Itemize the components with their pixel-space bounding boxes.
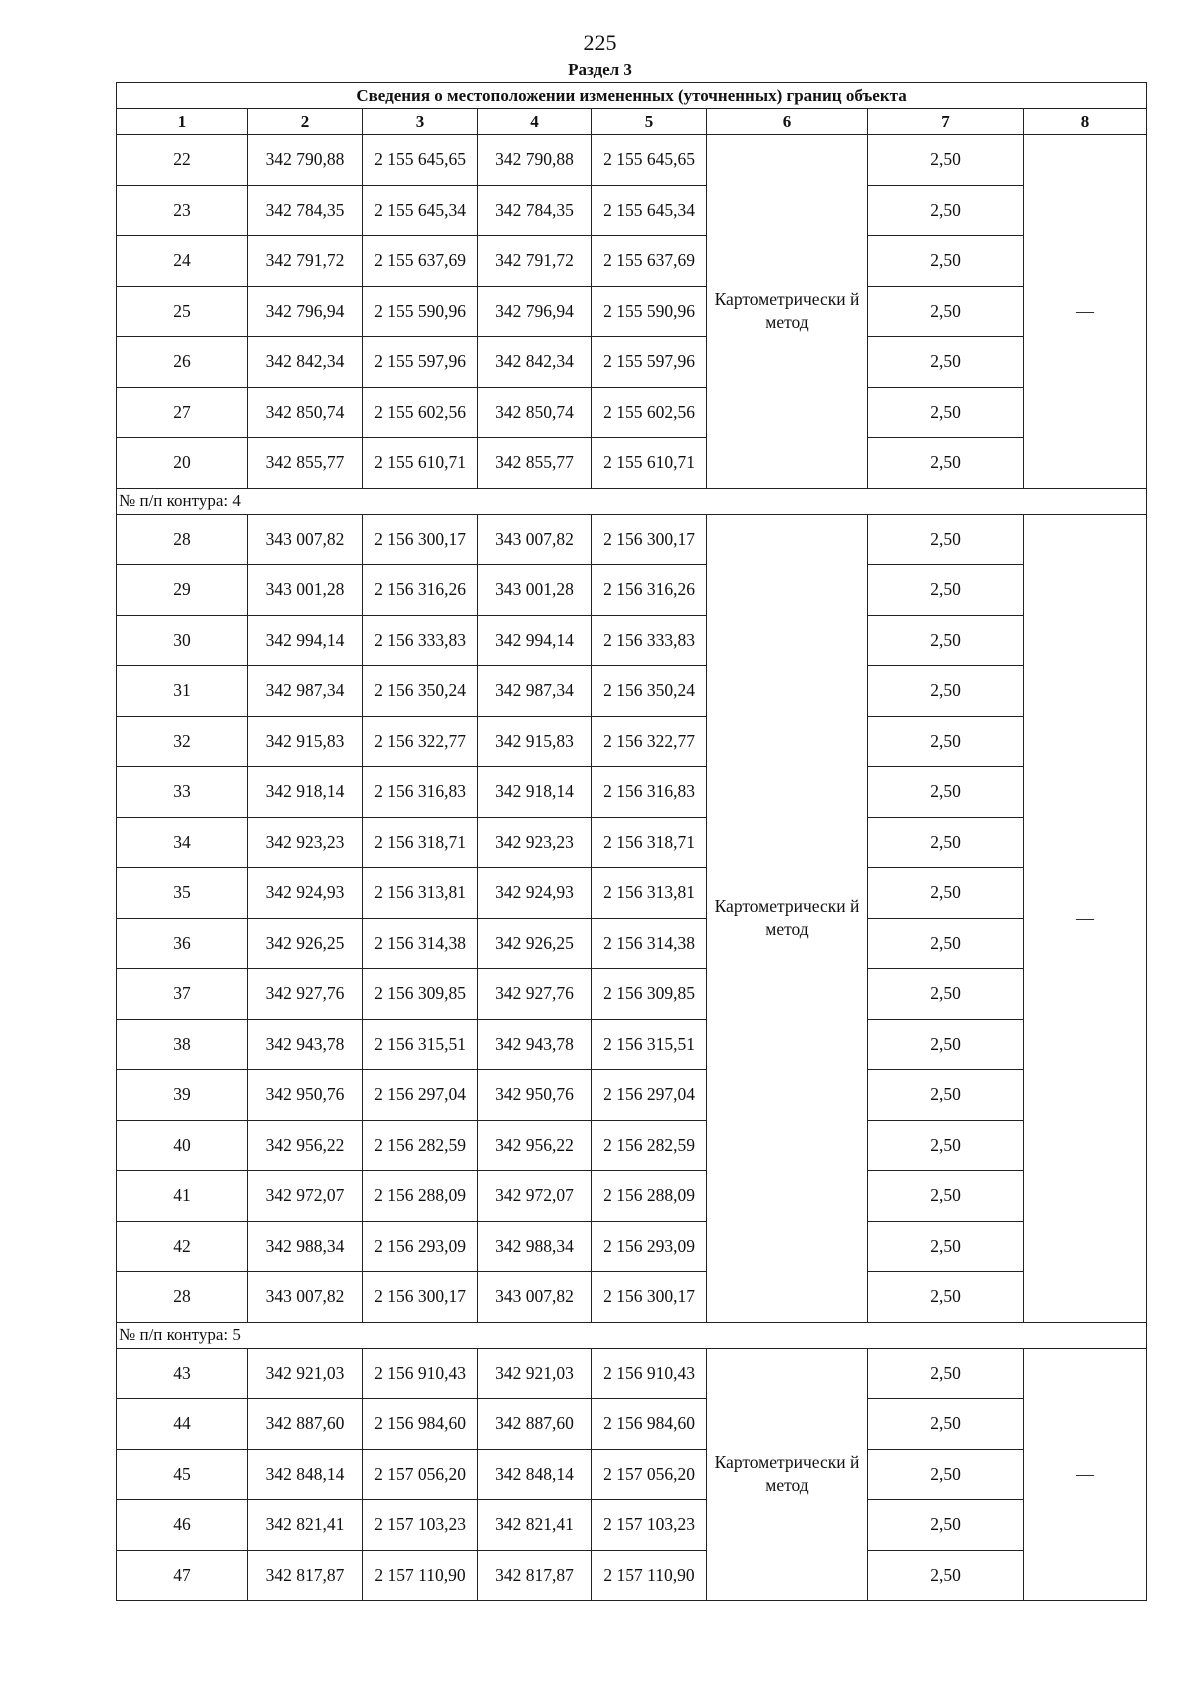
x-coordinate-refined: 342 850,74 [478,387,592,438]
x-coordinate-refined: 343 007,82 [478,514,592,565]
x-coordinate-existing: 342 821,41 [248,1500,363,1551]
contour-row [117,1322,1147,1348]
y-coordinate-existing: 2 156 282,59 [363,1120,478,1171]
x-coordinate-existing: 342 994,14 [248,615,363,666]
x-coordinate-refined: 342 921,03 [478,1348,592,1399]
y-coordinate-existing: 2 156 350,24 [363,666,478,717]
x-coordinate-existing: 342 918,14 [248,767,363,818]
accuracy-value: 2,50 [868,918,1024,969]
accuracy-value: 2,50 [868,666,1024,717]
point-number: 46 [117,1500,248,1551]
table-row [117,185,1147,236]
y-coordinate-refined: 2 156 309,85 [592,969,707,1020]
y-coordinate-refined: 2 156 910,43 [592,1348,707,1399]
x-coordinate-refined: 342 956,22 [478,1120,592,1171]
accuracy-value: 2,50 [868,615,1024,666]
x-coordinate-existing: 342 988,34 [248,1221,363,1272]
point-number: 26 [117,337,248,388]
column-number: 4 [478,109,592,135]
point-number: 37 [117,969,248,1020]
table-row [117,1399,1147,1450]
table-row [117,868,1147,919]
x-coordinate-refined: 342 924,93 [478,868,592,919]
table-row [117,387,1147,438]
method-cell: Картометрически й метод [707,1348,868,1601]
y-coordinate-existing: 2 155 645,65 [363,135,478,186]
x-coordinate-existing: 342 950,76 [248,1070,363,1121]
y-coordinate-refined: 2 155 645,65 [592,135,707,186]
table-row [117,1500,1147,1551]
point-number: 24 [117,236,248,287]
table-row [117,135,1147,186]
point-number: 30 [117,615,248,666]
y-coordinate-refined: 2 156 313,81 [592,868,707,919]
y-coordinate-existing: 2 156 297,04 [363,1070,478,1121]
table-row [117,1272,1147,1323]
x-coordinate-refined: 342 927,76 [478,969,592,1020]
y-coordinate-refined: 2 157 103,23 [592,1500,707,1551]
accuracy-value: 2,50 [868,185,1024,236]
y-coordinate-existing: 2 156 984,60 [363,1399,478,1450]
column-number: 2 [248,109,363,135]
x-coordinate-existing: 342 927,76 [248,969,363,1020]
point-number: 32 [117,716,248,767]
table-row [117,236,1147,287]
y-coordinate-refined: 2 156 315,51 [592,1019,707,1070]
table-row [117,1348,1147,1399]
table-row [117,1171,1147,1222]
accuracy-value: 2,50 [868,1171,1024,1222]
x-coordinate-existing: 342 855,77 [248,438,363,489]
y-coordinate-existing: 2 156 316,26 [363,565,478,616]
y-coordinate-refined: 2 156 297,04 [592,1070,707,1121]
table-row [117,1019,1147,1070]
point-number: 41 [117,1171,248,1222]
boundary-coordinates-table [116,82,1147,1601]
table-row [117,286,1147,337]
point-number: 45 [117,1449,248,1500]
table-row [117,1221,1147,1272]
accuracy-value: 2,50 [868,1348,1024,1399]
point-number: 38 [117,1019,248,1070]
x-coordinate-refined: 342 887,60 [478,1399,592,1450]
point-number: 40 [117,1120,248,1171]
x-coordinate-existing: 343 007,82 [248,1272,363,1323]
accuracy-value: 2,50 [868,286,1024,337]
y-coordinate-refined: 2 156 984,60 [592,1399,707,1450]
accuracy-value: 2,50 [868,767,1024,818]
table-row [117,615,1147,666]
point-number: 29 [117,565,248,616]
section-title: Раздел 3 [568,60,632,79]
x-coordinate-refined: 342 987,34 [478,666,592,717]
notes-cell: — [1024,1348,1147,1601]
y-coordinate-refined: 2 156 314,38 [592,918,707,969]
x-coordinate-refined: 342 972,07 [478,1171,592,1222]
y-coordinate-refined: 2 156 300,17 [592,1272,707,1323]
x-coordinate-refined: 342 791,72 [478,236,592,287]
accuracy-value: 2,50 [868,1221,1024,1272]
x-coordinate-existing: 342 791,72 [248,236,363,287]
notes-cell: — [1024,514,1147,1322]
table-row [117,716,1147,767]
accuracy-value: 2,50 [868,1500,1024,1551]
y-coordinate-refined: 2 156 316,26 [592,565,707,616]
point-number: 27 [117,387,248,438]
table-caption: Сведения о местоположении измененных (уточненных) границ объекта [117,83,1147,109]
x-coordinate-existing: 342 943,78 [248,1019,363,1070]
accuracy-value: 2,50 [868,514,1024,565]
y-coordinate-existing: 2 156 333,83 [363,615,478,666]
y-coordinate-existing: 2 156 314,38 [363,918,478,969]
x-coordinate-refined: 342 926,25 [478,918,592,969]
x-coordinate-existing: 342 915,83 [248,716,363,767]
contour-label: № п/п контура: 5 [117,1322,1147,1348]
y-coordinate-refined: 2 155 597,96 [592,337,707,388]
x-coordinate-refined: 342 923,23 [478,817,592,868]
y-coordinate-existing: 2 155 637,69 [363,236,478,287]
x-coordinate-existing: 342 956,22 [248,1120,363,1171]
x-coordinate-existing: 342 987,34 [248,666,363,717]
y-coordinate-existing: 2 155 610,71 [363,438,478,489]
table-row [117,817,1147,868]
accuracy-value: 2,50 [868,565,1024,616]
x-coordinate-existing: 342 848,14 [248,1449,363,1500]
table-body [117,135,1147,1601]
accuracy-value: 2,50 [868,135,1024,186]
accuracy-value: 2,50 [868,1449,1024,1500]
table-row [117,565,1147,616]
table-row [117,969,1147,1020]
x-coordinate-existing: 342 926,25 [248,918,363,969]
point-number: 22 [117,135,248,186]
y-coordinate-existing: 2 157 056,20 [363,1449,478,1500]
accuracy-value: 2,50 [868,1550,1024,1601]
point-number: 44 [117,1399,248,1450]
y-coordinate-refined: 2 155 637,69 [592,236,707,287]
y-coordinate-existing: 2 156 318,71 [363,817,478,868]
point-number: 23 [117,185,248,236]
point-number: 20 [117,438,248,489]
column-number: 7 [868,109,1024,135]
method-cell: Картометрически й метод [707,135,868,489]
y-coordinate-existing: 2 156 316,83 [363,767,478,818]
point-number: 47 [117,1550,248,1601]
x-coordinate-refined: 342 943,78 [478,1019,592,1070]
accuracy-value: 2,50 [868,817,1024,868]
accuracy-value: 2,50 [868,716,1024,767]
x-coordinate-refined: 342 988,34 [478,1221,592,1272]
table-row [117,337,1147,388]
y-coordinate-existing: 2 155 590,96 [363,286,478,337]
point-number: 34 [117,817,248,868]
y-coordinate-refined: 2 156 333,83 [592,615,707,666]
y-coordinate-refined: 2 156 293,09 [592,1221,707,1272]
point-number: 31 [117,666,248,717]
x-coordinate-refined: 342 784,35 [478,185,592,236]
notes-cell: — [1024,135,1147,489]
table-row [117,918,1147,969]
y-coordinate-refined: 2 156 316,83 [592,767,707,818]
y-coordinate-existing: 2 156 300,17 [363,514,478,565]
x-coordinate-refined: 342 842,34 [478,337,592,388]
accuracy-value: 2,50 [868,1019,1024,1070]
table-row [117,438,1147,489]
y-coordinate-existing: 2 155 597,96 [363,337,478,388]
contour-row [117,488,1147,514]
contour-label: № п/п контура: 4 [117,488,1147,514]
x-coordinate-refined: 342 994,14 [478,615,592,666]
accuracy-value: 2,50 [868,236,1024,287]
y-coordinate-existing: 2 156 910,43 [363,1348,478,1399]
point-number: 42 [117,1221,248,1272]
y-coordinate-existing: 2 156 313,81 [363,868,478,919]
table-row [117,1070,1147,1121]
column-number: 8 [1024,109,1147,135]
accuracy-value: 2,50 [868,1070,1024,1121]
x-coordinate-existing: 343 007,82 [248,514,363,565]
y-coordinate-refined: 2 156 288,09 [592,1171,707,1222]
x-coordinate-refined: 342 817,87 [478,1550,592,1601]
x-coordinate-existing: 342 842,34 [248,337,363,388]
y-coordinate-refined: 2 156 300,17 [592,514,707,565]
point-number: 39 [117,1070,248,1121]
table-row [117,666,1147,717]
page-number: 225 [583,30,617,55]
point-number: 33 [117,767,248,818]
table-row [117,767,1147,818]
x-coordinate-existing: 343 001,28 [248,565,363,616]
x-coordinate-refined: 342 821,41 [478,1500,592,1551]
y-coordinate-existing: 2 156 315,51 [363,1019,478,1070]
table-row [117,514,1147,565]
x-coordinate-refined: 343 007,82 [478,1272,592,1323]
accuracy-value: 2,50 [868,1272,1024,1323]
method-cell: Картометрически й метод [707,514,868,1322]
point-number: 28 [117,1272,248,1323]
x-coordinate-refined: 342 918,14 [478,767,592,818]
accuracy-value: 2,50 [868,1120,1024,1171]
y-coordinate-refined: 2 156 322,77 [592,716,707,767]
x-coordinate-refined: 342 855,77 [478,438,592,489]
point-number: 25 [117,286,248,337]
y-coordinate-refined: 2 155 602,56 [592,387,707,438]
y-coordinate-refined: 2 157 110,90 [592,1550,707,1601]
x-coordinate-refined: 342 915,83 [478,716,592,767]
x-coordinate-existing: 342 972,07 [248,1171,363,1222]
accuracy-value: 2,50 [868,1399,1024,1450]
column-number-row [117,109,1147,135]
x-coordinate-existing: 342 887,60 [248,1399,363,1450]
y-coordinate-refined: 2 156 318,71 [592,817,707,868]
y-coordinate-refined: 2 155 610,71 [592,438,707,489]
accuracy-value: 2,50 [868,337,1024,388]
x-coordinate-refined: 342 790,88 [478,135,592,186]
y-coordinate-existing: 2 156 288,09 [363,1171,478,1222]
y-coordinate-refined: 2 155 645,34 [592,185,707,236]
y-coordinate-refined: 2 156 282,59 [592,1120,707,1171]
x-coordinate-refined: 343 001,28 [478,565,592,616]
column-number: 5 [592,109,707,135]
accuracy-value: 2,50 [868,969,1024,1020]
point-number: 36 [117,918,248,969]
x-coordinate-existing: 342 923,23 [248,817,363,868]
y-coordinate-existing: 2 156 309,85 [363,969,478,1020]
x-coordinate-existing: 342 796,94 [248,286,363,337]
x-coordinate-refined: 342 950,76 [478,1070,592,1121]
accuracy-value: 2,50 [868,387,1024,438]
y-coordinate-refined: 2 157 056,20 [592,1449,707,1500]
table-row [117,1550,1147,1601]
y-coordinate-existing: 2 155 645,34 [363,185,478,236]
accuracy-value: 2,50 [868,438,1024,489]
y-coordinate-refined: 2 155 590,96 [592,286,707,337]
x-coordinate-existing: 342 784,35 [248,185,363,236]
y-coordinate-existing: 2 155 602,56 [363,387,478,438]
x-coordinate-existing: 342 924,93 [248,868,363,919]
column-number: 3 [363,109,478,135]
x-coordinate-existing: 342 921,03 [248,1348,363,1399]
y-coordinate-refined: 2 156 350,24 [592,666,707,717]
y-coordinate-existing: 2 156 322,77 [363,716,478,767]
column-number: 6 [707,109,868,135]
point-number: 28 [117,514,248,565]
y-coordinate-existing: 2 156 300,17 [363,1272,478,1323]
x-coordinate-refined: 342 796,94 [478,286,592,337]
table-row [117,1449,1147,1500]
x-coordinate-existing: 342 850,74 [248,387,363,438]
x-coordinate-existing: 342 817,87 [248,1550,363,1601]
point-number: 35 [117,868,248,919]
point-number: 43 [117,1348,248,1399]
accuracy-value: 2,50 [868,868,1024,919]
column-number: 1 [117,109,248,135]
table-row [117,1120,1147,1171]
x-coordinate-refined: 342 848,14 [478,1449,592,1500]
y-coordinate-existing: 2 157 103,23 [363,1500,478,1551]
x-coordinate-existing: 342 790,88 [248,135,363,186]
y-coordinate-existing: 2 156 293,09 [363,1221,478,1272]
y-coordinate-existing: 2 157 110,90 [363,1550,478,1601]
